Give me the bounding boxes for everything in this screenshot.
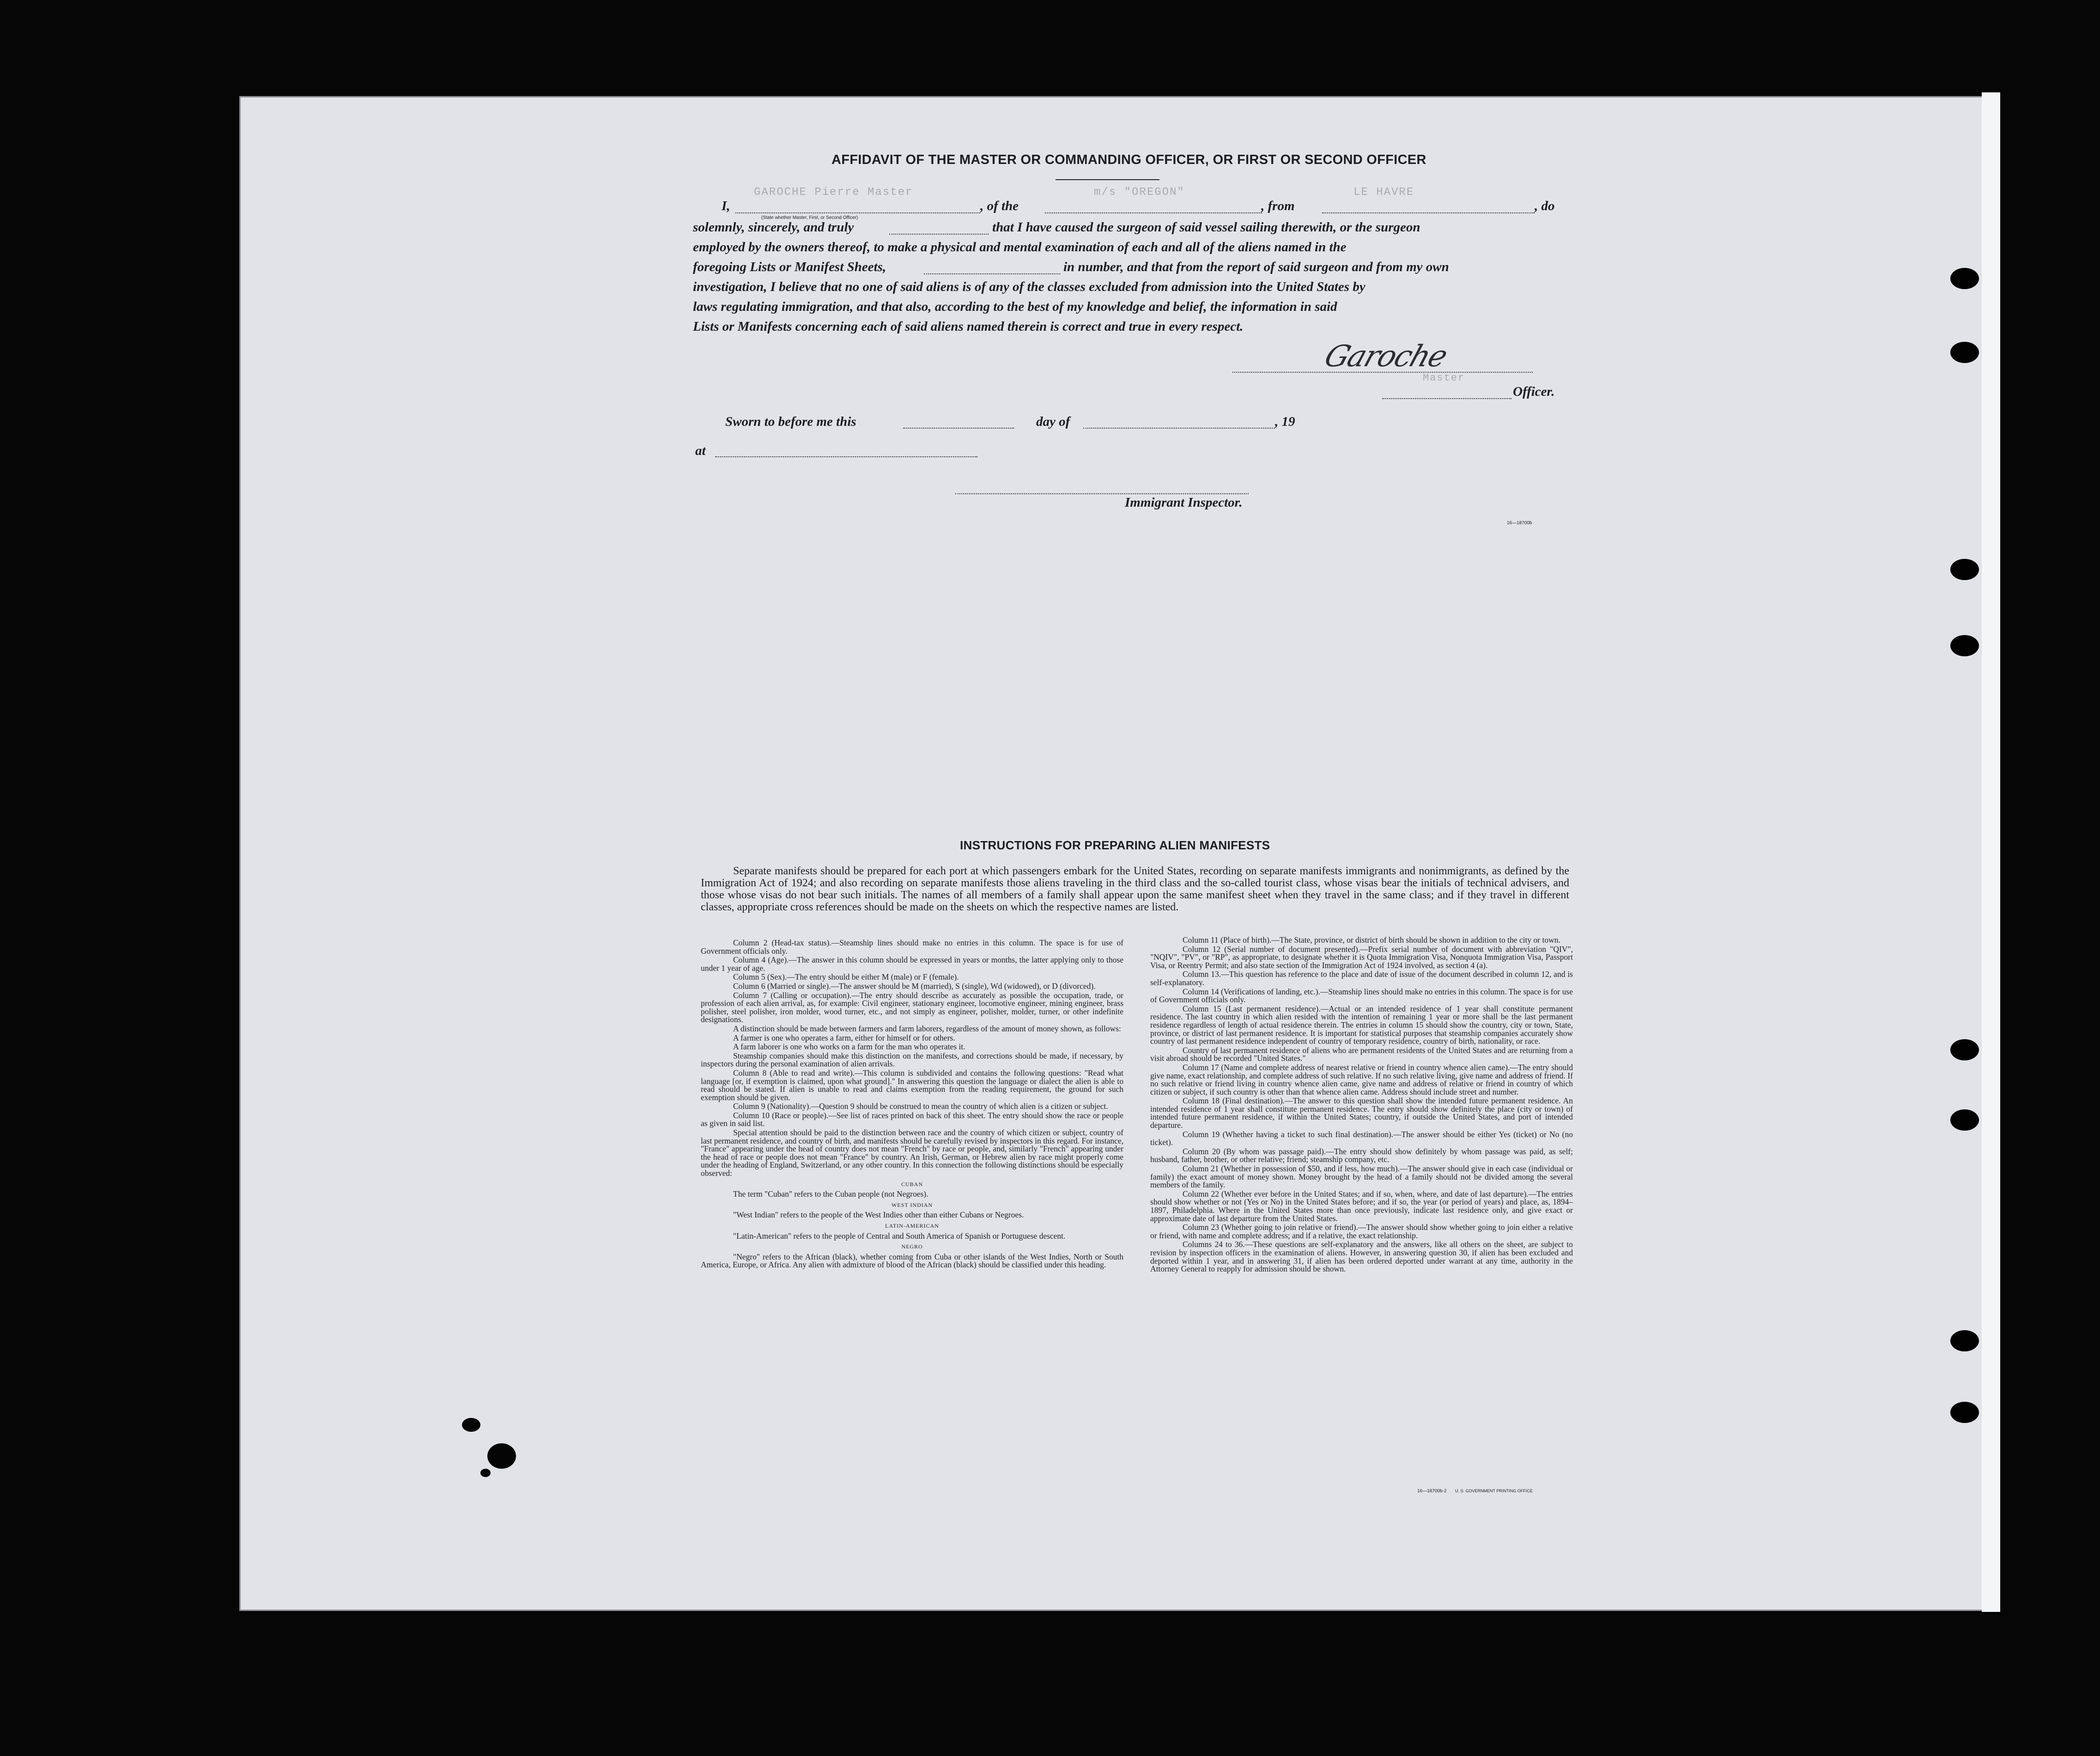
typed-port: LE HAVRE [1353,186,1414,199]
sworn-day-line [903,428,1014,429]
printer-line: U. S. GOVERNMENT PRINTING OFFICE [1455,1489,1533,1493]
instruction-paragraph: Column 19 (Whether having a ticket to such final destination).—The answer should be either Yes (ticket) or No (no ticket). [1150,1129,1573,1147]
instruction-paragraph: Column 13.—This question has reference to the place and date of issue of the document described in column 12, and is self-explanatory. [1150,969,1573,987]
master-name-line [735,212,980,213]
affidavit-line-2b: that I have caused the surgeon of said vessel sailing therewith, or the surgeon [992,220,1420,235]
instruction-paragraph: Column 17 (Name and complete address of nearest relative or friend in country whence alien came).—The entry should give name, exact relationship, and complete address of such relative. If no such relative living, give name and address of friend. If no such relative or friend living in country whence alien came, give name and address of relative or friend in country of which citizen or subject, if such country is other than that whence alien came. Address should include street and number. [1150,1062,1573,1096]
punch-hole [1950,559,1979,580]
officer-label: Officer. [1513,384,1555,399]
sheet-count-line [924,273,1060,274]
instruction-paragraph: A farm laborer is one who works on a farm for the man who operates it. [733,1042,965,1052]
instruction-paragraph: Column 7 (Calling or occupation).—The entry should describe as accurately as possible the occupation, trade, or profession of each alien arrival, as, for example: Civil engineer, stationary engineer, locomotive engineer, mining engineer, brass polisher, steel polisher, iron molder, wood turner, etc., and not simply as engineer, polisher, molder, turner, or other indefinite designations. [701,990,1123,1024]
instruction-paragraph: Special attention should be paid to the distinction between race and the country of which citizen or subject, country of last permanent residence, and country of birth, and manifests should be carefully revised by inspectors in this regard. For instance, "France" appearing under the head of country does not mean "French" by race or people, and, similarly "French" appearing under the head of race or people does not mean "France" by country. An Irish, German, or Hebrew alien by race might properly come under the heading of England, Switzerland, or any other country. In this connection the following distinctions should be especially observed: [701,1128,1123,1178]
instruction-paragraph: A farmer is one who operates a farm, either for himself or for others. [733,1033,955,1042]
ink-blot [462,1418,480,1432]
instructions-intro: Separate manifests should be prepared for each port at which passengers embark for the United States, recording on separate manifests immigrants and nonimmigrants, as defined by the Immigration Act of 1924; and also recording on separate manifests those aliens traveling in the third class and the so-called tourist class, whose visas bear the initials of technical advisers, and those whose visas do not bear such initials. The names of all members of a family shall appear upon the same manifest sheet when they travel in the same class; and if they travel in different classes, appropriate cross references should be made on the sheets on which the respective names are listed. [701,865,1569,913]
month-line [1083,428,1275,429]
instruction-paragraph: Column 22 (Whether ever before in the United States; and if so, when, where, and date of last departure).—The entries should show whether or not (Yes or No) in the United States before; and if so, the year (or period of years) and place, as, 1894–1897, Philadelphia. Where in the United States more than once previously, indicate last residence only, and give exact or approximate date of last departure from the United States. [1150,1189,1573,1223]
affidavit-line-5: investigation, I believe that no one of said aliens is of any of the classes excluded from admission into the United States by [693,279,1366,294]
instruction-paragraph: Column 6 (Married or single).—The answer should be M (married), S (single), Wd (widowed), or D (divorced). [733,981,1096,991]
instruction-paragraph: Column 5 (Sex).—The entry should be either M (male) or F (female). [733,972,959,982]
instruction-paragraph: Column 4 (Age).—The answer in this column should be expressed in years or months, the latter applying only to those under 1 year of age. [701,955,1123,973]
typed-master-name: GAROCHE Pierre Master [754,186,913,199]
port-line [1322,212,1535,213]
affidavit-line-6: laws regulating immigration, and that also, according to the best of my knowledge and belief, the information in said [693,299,1337,314]
instruction-paragraph: Column 11 (Place of birth).—The State, province, or district of birth should be shown in addition to the city or town. [1183,935,1560,945]
instruction-paragraph: Column 2 (Head-tax status).—Steamship lines should make no entries in this column. The space is for use of Government officials only. [701,938,1123,956]
punch-hole [1950,1330,1979,1351]
punch-hole [1950,635,1979,656]
race-definition: The term "Cuban" refers to the Cuban people (not Negroes). [733,1189,929,1199]
instruction-paragraph: Column 18 (Final destination).—The answer to this question shall show the intended future permanent residence. An intended residence of 1 year shall constitute permanent residence. The entry should show definitely the place (city or town) of intended future permanent residence, if within the United States; country, if outside the United States, and port of intended departure. [1150,1096,1573,1130]
race-definition: "Negro" refers to the African (black), whether coming from Cuba or other islands of the West Indies, North or South America, Europe, or Africa. Any alien with admixture of blood of the African (black) should be classified under this heading. [701,1252,1123,1270]
punch-hole [1950,268,1979,289]
affidavit-line-2a: solemnly, sincerely, and truly [693,220,854,235]
race-heading: NEGRO [901,1243,923,1250]
affidavit-line-3: employed by the owners thereof, to make a physical and mental examination of each and all of the aliens named in the [693,240,1347,254]
sheet-edge [1982,92,2000,1612]
instruction-paragraph: Column 12 (Serial number of document presented).—Prefix serial number of document with abbreviation "QIV", "NQIV", "PV", or "RP", as appropriate, to designate whether it is Quota Immigration Visa, Nonquota Immigration Visa, Passport Visa, or Reentry Permit; and also state section of the Immigration Act of 1924 involved, as section 4 (a). [1150,944,1573,970]
instruction-paragraph: Column 20 (By whom was passage paid).—The entry should show definitely by whom passage was paid, as self; husband, father, brother, or other relative; friend; steamship company, etc. [1150,1146,1573,1164]
instruction-paragraph: Steamship companies should make this distinction on the manifests, and corrections should be made, if necessary, by inspectors during the personal examination of alien arrivals. [701,1051,1123,1069]
instruction-paragraph: Column 10 (Race or people).—See list of races printed on back of this sheet. The entry should show the race or people as given in said list. [701,1110,1123,1128]
affidavit-form-code: 16—18700b [1507,521,1532,526]
race-definition: "Latin-American" refers to the people of Central and South America of Spanish or Portuguese descent. [733,1231,1066,1241]
punch-hole [1950,342,1979,363]
race-heading: WEST INDIAN [891,1201,933,1208]
affidavit-line-4b: in number, and that from the report of said surgeon and from my own [1063,260,1449,274]
instruction-paragraph: Column 23 (Whether going to join relative or friend).—The answer should show whether going to join either a relative or friend, with name and complete address; and if a relative, the exact relationship. [1150,1223,1573,1240]
rank-line [1382,398,1511,399]
signature: Garoche [1320,339,1451,374]
race-definition: "West Indian" refers to the people of the West Indies other than either Cubans or Negroes. [733,1210,1024,1220]
of-the-label: , of the [980,199,1019,213]
affidavit-title: AFFIDAVIT OF THE MASTER OR COMMANDING OFFICER, OR FIRST OR SECOND OFFICER [832,152,1426,167]
rank-note: (State whether Master, First, or Second Officer) [761,215,858,220]
truly-line [889,234,989,235]
ink-blot [487,1443,516,1469]
ship-line [1045,212,1262,213]
punch-hole [1950,1109,1979,1131]
instructions-right-column [1150,936,1573,1274]
footer-form-code: 16—18700b-2 [1417,1489,1447,1494]
punch-hole [1950,1402,1979,1423]
instruction-paragraph: Column 14 (Verifications of landing, etc.).—Steamship lines should make no entries in this column. The space is for use of Government officials only. [1150,987,1573,1005]
affidavit-line-7: Lists or Manifests concerning each of said aliens named therein is correct and true in every respect. [693,319,1244,334]
instruction-paragraph: Country of last permanent residence of aliens who are permanent residents of the United States and are returning from a visit abroad should be recorded "United States." [1150,1045,1573,1063]
affidavit-i: I, [722,199,730,213]
do-label: , do [1535,199,1555,213]
punch-hole [1950,1039,1979,1060]
from-label: , from [1261,199,1295,213]
title-rule [1056,179,1159,180]
instructions-title: INSTRUCTIONS FOR PREPARING ALIEN MANIFESTS [960,838,1270,852]
affidavit-line-4a: foregoing Lists or Manifest Sheets, [693,260,886,274]
ink-blot [480,1469,491,1477]
instruction-paragraph: Column 8 (Able to read and write).—This column is subdivided and contains the following questions: "Read what language [or, if exemption is claimed, upon what ground]." In answering this question the language or dialect the alien is able to read should be stated. If alien is unable to read and claims exemption from the reading requirement, the ground for such exemption should be given. [701,1068,1123,1102]
instruction-paragraph: Column 9 (Nationality).—Question 9 should be construed to mean the country of which alien is a citizen or subject. [733,1102,1108,1111]
instruction-paragraph: A distinction should be made between farmers and farm laborers, regardless of the amount of money shown, as follows: [733,1023,1121,1033]
day-of-label: day of [1036,414,1070,429]
instruction-paragraph: Column 21 (Whether in possession of $50, and if less, how much).—The answer should give in each case (individual or family) the exact amount of money shown. Money brought by the head of a family should not be divided among the several members of the family. [1150,1164,1573,1190]
typed-ship-name: m/s "OREGON" [1094,186,1185,199]
instruction-paragraph: Columns 24 to 36.—These questions are self-explanatory and the answers, like all others on the sheet, are subject to revision by inspection officers in the examination of aliens. However, in answering question 30, if alien has been excluded and deported within 1 year, and in answering 31, if alien has been ordered deported under warrant at any time, authority in the Attorney General to reapply for admission should be shown. [1150,1240,1573,1274]
at-line [715,456,977,457]
inspector-line [955,493,1249,494]
year-label: , 19 [1275,414,1295,429]
at-label: at [695,443,706,458]
race-heading: CUBAN [901,1181,923,1187]
race-heading: LATIN-AMERICAN [885,1223,939,1229]
instruction-paragraph: Column 15 (Last permanent residence).—Actual or an intended residence of 1 year shall constitute permanent residence. The last country in which alien resided with the intention of remaining 1 year or more shall be the last permanent residence regardless of length of actual residence therein. The entries in column 15 should show the country, city or town, State, province, or district of last permanent residence. It is important for statistical purposes that steamship companies accurately show country of last permanent residence independent of country of temporary residence, country of birth, nationality, or race. [1150,1004,1573,1046]
sworn-label: Sworn to before me this [725,414,856,429]
typed-master: Master [1423,372,1465,384]
instructions-left-column [701,939,1123,1270]
inspector-label: Immigrant Inspector. [1125,495,1243,510]
